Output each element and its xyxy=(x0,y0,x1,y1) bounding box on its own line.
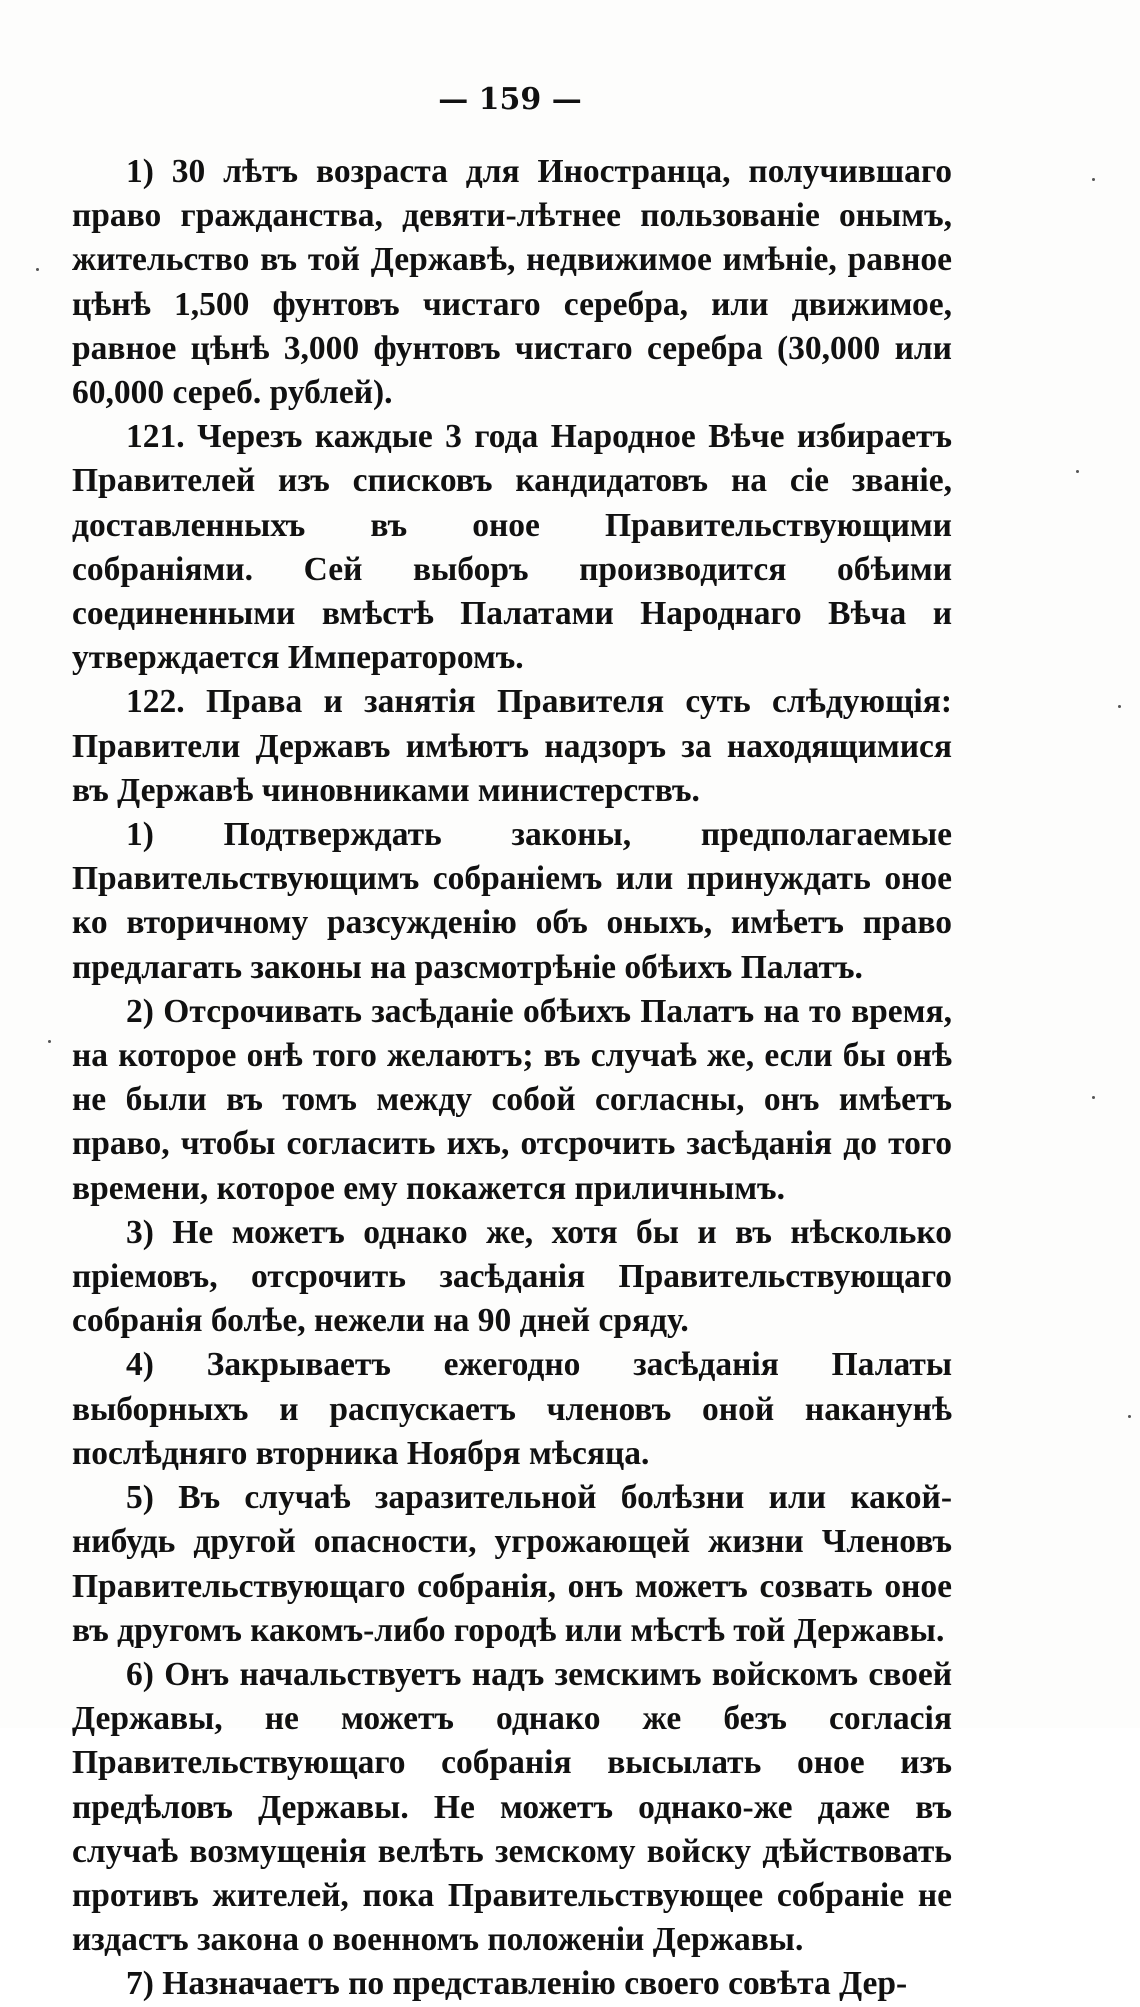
scan-speck xyxy=(48,1040,51,1043)
scan-speck xyxy=(1118,705,1121,708)
paragraph-item-3: 3) Не можетъ однако же, хотя бы и въ нѣсколько пріемовъ, отсрочить засѣданія Правительствующаго собранія болѣе, нежели на 90 дней сряду. xyxy=(72,1213,952,1340)
paragraph-item-6: 6) Онъ начальствуетъ надъ земскимъ войскомъ своей Державы, не можетъ однако же безъ согласія Правительствующаго собранія высылать оное изъ предѣловъ Державы. Не можетъ однако-же даже въ случаѣ возмущенія велѣть земскому войску дѣйствовать противъ жителей, пока Правительствующее собраніе не издастъ закона о военномъ положеніи Державы. xyxy=(72,1655,952,1959)
paragraph-article-121: 121. Черезъ каждые 3 года Народное Вѣче избираетъ Правителей изъ списковъ кандидатовъ на сіе званіе, доставленныхъ въ оное Правительствующими собраніями. Сей выборъ производится обѣими соединенными вмѣстѣ Палатами Народнаго Вѣча и утверждается Императоромъ. xyxy=(72,418,952,677)
body-text xyxy=(72,150,952,2007)
paragraph-item-4: 4) Закрываетъ ежегодно засѣданія Палаты выборныхъ и распускаетъ членовъ оной наканунѣ послѣдняго вторника Ноября мѣсяца. xyxy=(72,1346,952,1472)
page-number: — 159 — xyxy=(438,82,582,117)
scan-speck xyxy=(1092,178,1095,181)
paragraph-item-7: 7) Назначаетъ по представленію своего совѣта Дер- xyxy=(126,1965,908,2003)
scan-speck xyxy=(1092,1096,1095,1099)
paragraph-item-5: 5) Въ случаѣ заразительной болѣзни или какой-нибудь другой опасности, угрожающей жизни Членовъ Правительствующаго собранія, онъ можетъ созвать оное въ другомъ какомъ-либо городѣ или мѣстѣ той Державы. xyxy=(72,1479,952,1649)
scan-speck xyxy=(36,268,39,271)
paragraph-item-1-qualifications: 1) 30 лѣтъ возраста для Иностранца, получившаго право гражданства, девяти-лѣтнее пользованіе онымъ, жительство въ той Державѣ, недвижимое имѣніе, равное цѣнѣ 1,500 фунтовъ чистаго серебра, или движимое, равное цѣнѣ 3,000 фунтовъ чистаго серебра (30,000 или 60,000 сереб. рублей). xyxy=(72,153,952,412)
paragraph-item-1: 1) Подтверждать законы, предполагаемые Правительствующимъ собраніемъ или принуждать оное ко вторичному разсужденію объ оныхъ, имѣетъ право предлагать законы на разсмотрѣніе обѣихъ Палатъ. xyxy=(72,816,952,986)
scan-speck xyxy=(1128,1415,1131,1418)
paragraph-item-2: 2) Отсрочивать засѣданіе обѣихъ Палатъ на то время, на которое онѣ того желаютъ; въ случаѣ же, если бы онѣ не были въ томъ между собой согласны, онъ имѣетъ право, чтобы согласить ихъ, отсрочить засѣданія до того времени, которое ему покажется приличнымъ. xyxy=(72,992,952,1207)
scan-speck xyxy=(1076,470,1079,473)
paragraph-article-122: 122. Права и занятія Правителя суть слѣдующія: Правители Державъ имѣютъ надзоръ за находящимися въ Державѣ чиновниками министерствъ. xyxy=(72,683,952,809)
